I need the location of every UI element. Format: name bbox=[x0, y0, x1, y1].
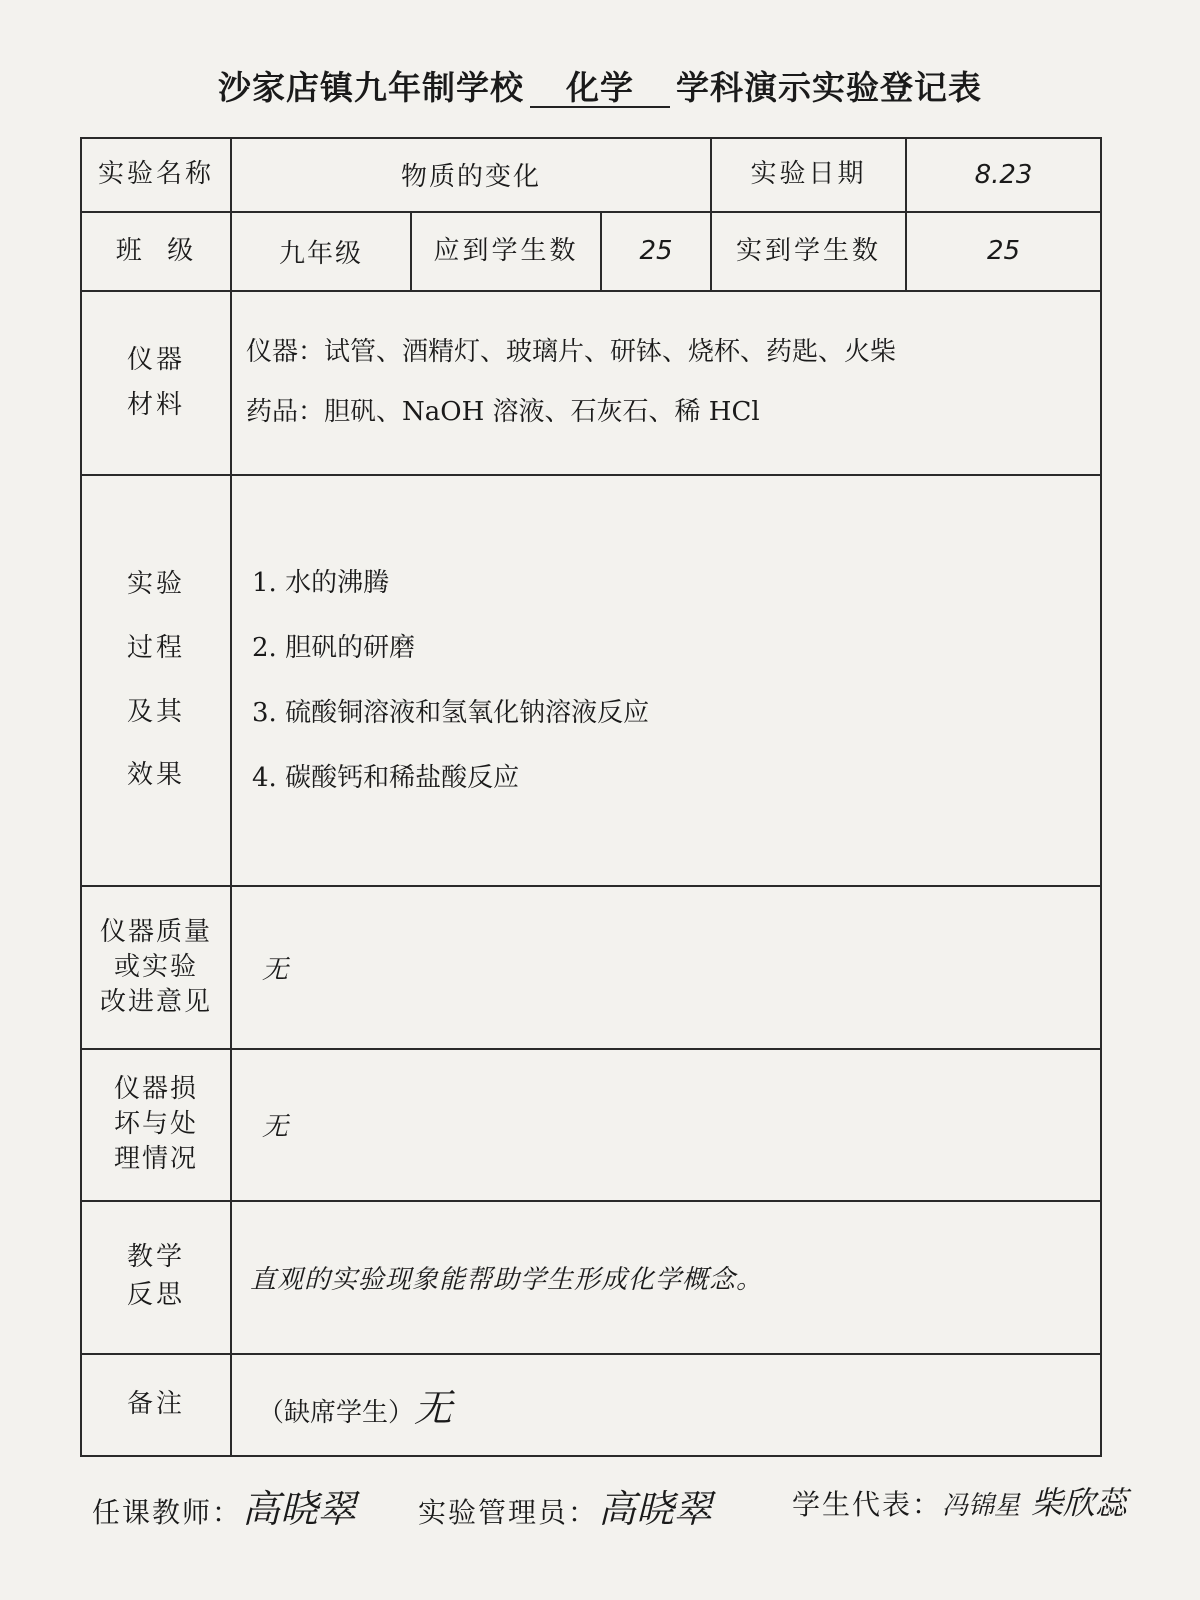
admin-signature bbox=[418, 1478, 712, 1533]
process-step: 1. 水的沸腾 bbox=[252, 567, 390, 598]
student-label: 学生代表： bbox=[792, 1488, 943, 1521]
teacher-label: 任课教师： bbox=[92, 1496, 243, 1529]
damage-label-line: 理情况 bbox=[113, 1144, 198, 1175]
student-signature bbox=[792, 1478, 1127, 1524]
admin-label: 实验管理员： bbox=[418, 1496, 599, 1529]
experiment-name-label: 实验名称 bbox=[81, 138, 231, 212]
process-label-line: 实验 bbox=[126, 569, 185, 600]
process-label bbox=[81, 475, 231, 886]
instruments-list: 仪器：试管、酒精灯、玻璃片、研钵、烧杯、药匙、火柴 bbox=[246, 337, 897, 368]
remarks-value bbox=[231, 1354, 1101, 1456]
process-label-line: 及其 bbox=[126, 696, 185, 727]
row-remarks bbox=[81, 1354, 1101, 1456]
row-reflection bbox=[81, 1201, 1101, 1354]
materials-value bbox=[231, 291, 1101, 475]
damage-label bbox=[81, 1049, 231, 1200]
registration-form bbox=[80, 137, 1102, 1457]
absent-students-label: （缺席学生） bbox=[258, 1398, 415, 1429]
actual-students-value: 25 bbox=[906, 212, 1101, 292]
damage-label-line: 坏与处 bbox=[113, 1109, 198, 1140]
experiment-date-value: 8.23 bbox=[906, 138, 1101, 212]
reflection-label bbox=[81, 1201, 231, 1354]
materials-label bbox=[81, 291, 231, 475]
teacher-signature bbox=[92, 1478, 356, 1533]
materials-label-line1: 仪器 bbox=[126, 344, 185, 375]
row-damage bbox=[81, 1049, 1101, 1200]
quality-label bbox=[81, 886, 231, 1049]
quality-label-line: 仪器质量 bbox=[99, 916, 212, 947]
chemicals-list: 药品：胆矾、NaOH 溶液、石灰石、稀 HCl bbox=[246, 397, 760, 428]
reflection-value: 直观的实验现象能帮助学生形成化学概念。 bbox=[231, 1201, 1101, 1354]
title-suffix: 学科演示实验登记表 bbox=[676, 68, 982, 107]
student-sig-1: 冯锦星 bbox=[942, 1491, 1021, 1521]
row-process bbox=[81, 475, 1101, 886]
experiment-name-value: 物质的变化 bbox=[231, 138, 711, 212]
teacher-sig: 高晓翠 bbox=[242, 1487, 357, 1531]
page-title bbox=[0, 62, 1200, 109]
expected-students-value: 25 bbox=[601, 212, 711, 292]
row-class bbox=[81, 212, 1101, 292]
expected-students-label: 应到学生数 bbox=[411, 212, 601, 292]
damage-label-line: 仪器损 bbox=[113, 1074, 198, 1105]
quality-value: 无 bbox=[231, 886, 1101, 1049]
process-steps bbox=[231, 475, 1101, 886]
quality-label-line: 或实验 bbox=[113, 952, 198, 983]
process-label-line: 过程 bbox=[126, 632, 185, 663]
class-label: 班 级 bbox=[81, 212, 231, 292]
row-quality bbox=[81, 886, 1101, 1049]
student-sig-2: 柴欣蕊 bbox=[1030, 1484, 1127, 1522]
process-step: 4. 碳酸钙和稀盐酸反应 bbox=[252, 762, 520, 793]
row-materials bbox=[81, 291, 1101, 475]
absent-students-value: 无 bbox=[414, 1386, 453, 1431]
damage-value: 无 bbox=[231, 1049, 1101, 1200]
process-step: 3. 硫酸铜溶液和氢氧化钠溶液反应 bbox=[252, 697, 650, 728]
title-prefix: 沙家店镇九年制学校 bbox=[218, 68, 524, 107]
actual-students-label: 实到学生数 bbox=[711, 212, 906, 292]
signature-footer bbox=[92, 1478, 1182, 1538]
title-subject: 化学 bbox=[530, 71, 670, 108]
class-value: 九年级 bbox=[231, 212, 411, 292]
quality-label-line: 改进意见 bbox=[99, 987, 212, 1018]
admin-sig: 高晓翠 bbox=[598, 1487, 713, 1531]
experiment-date-label: 实验日期 bbox=[711, 138, 906, 212]
materials-label-line2: 材料 bbox=[126, 390, 185, 421]
row-experiment-name bbox=[81, 138, 1101, 212]
remarks-label: 备注 bbox=[81, 1354, 231, 1456]
reflection-label-line: 教学 bbox=[126, 1242, 185, 1273]
process-label-line: 效果 bbox=[126, 760, 185, 791]
reflection-label-line: 反思 bbox=[126, 1280, 185, 1311]
process-step: 2. 胆矾的研磨 bbox=[252, 632, 416, 663]
